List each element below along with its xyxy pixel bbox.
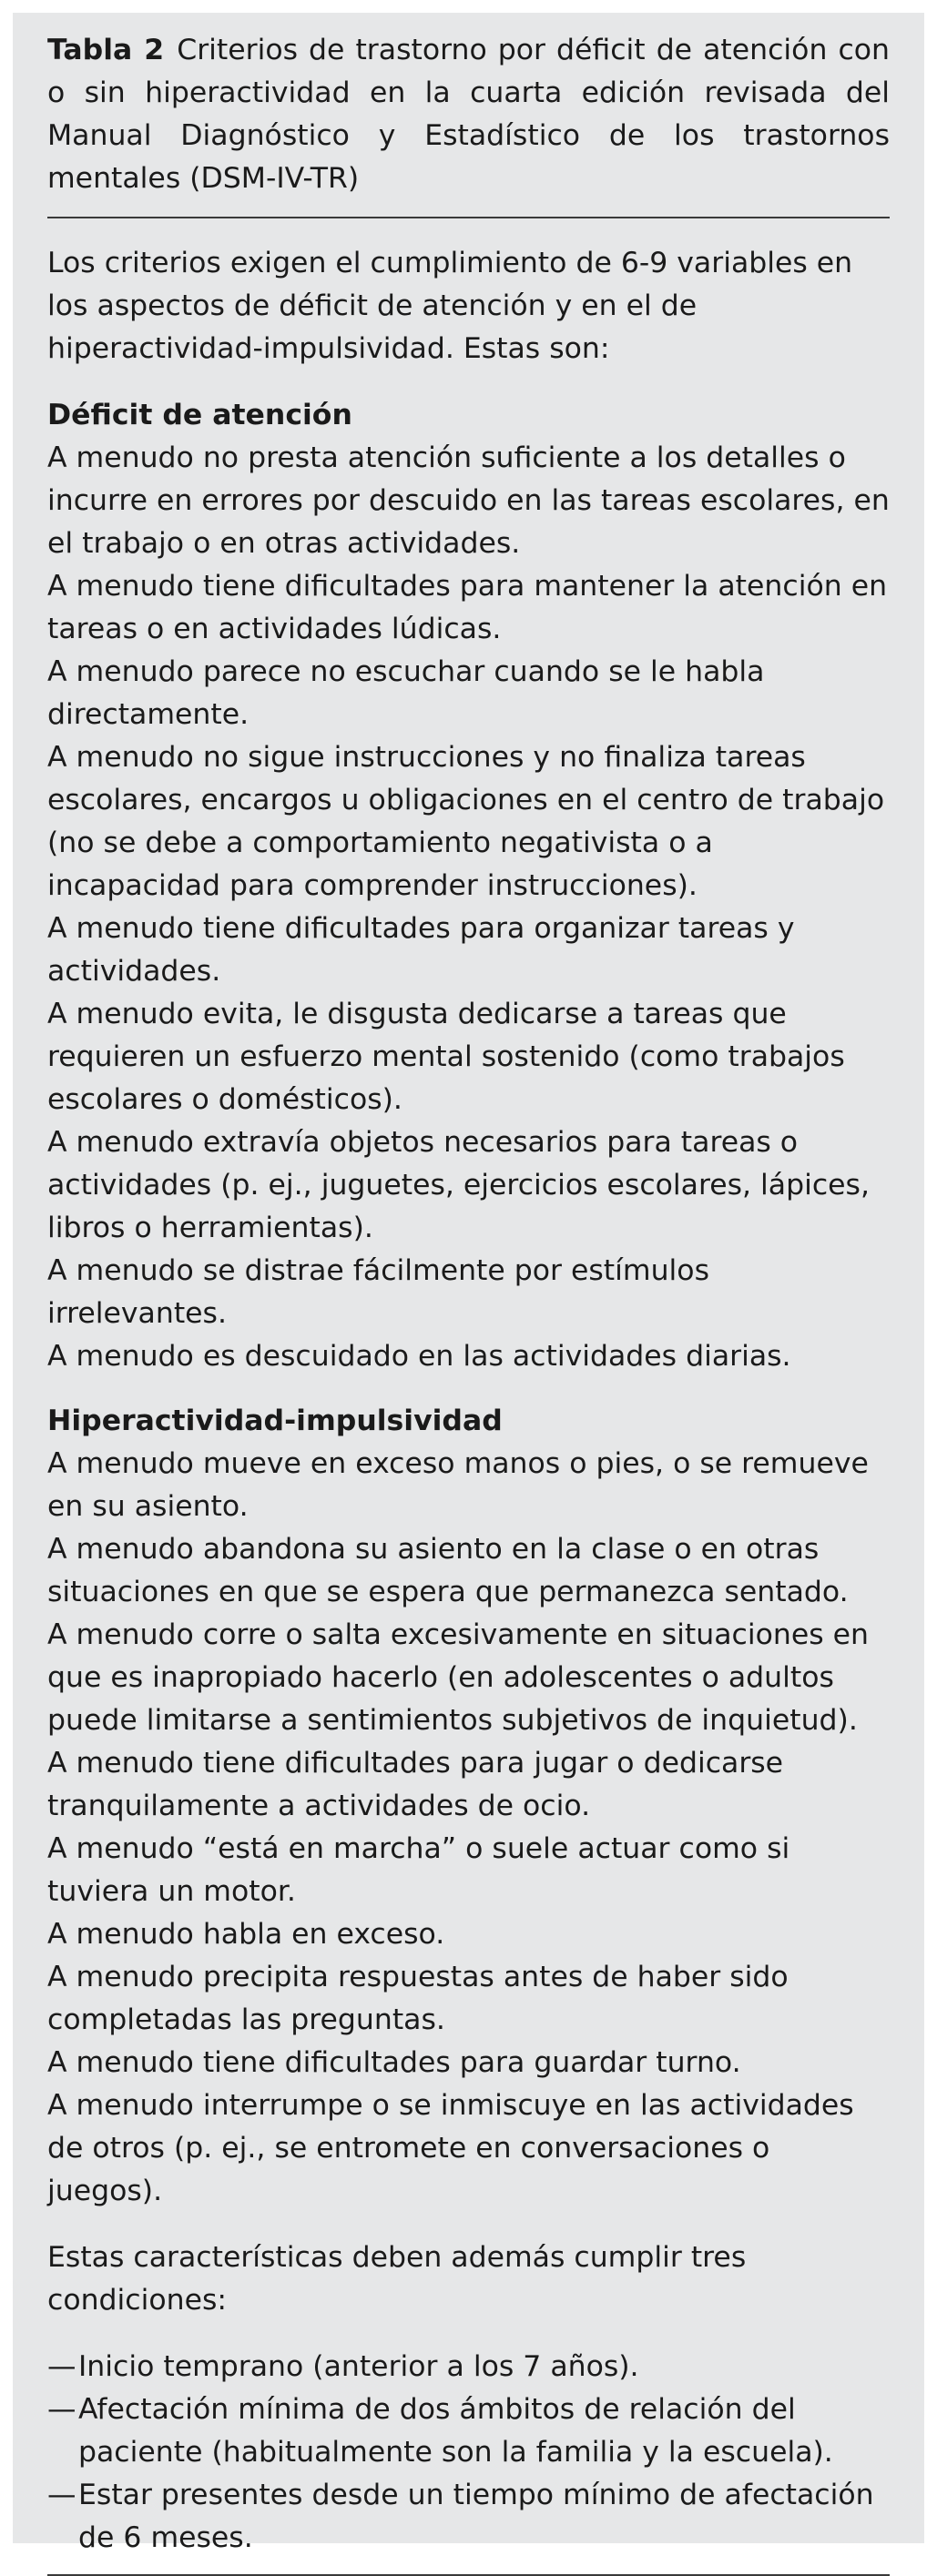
table-caption [47, 29, 890, 200]
criterion-item: A menudo es descuidado en las actividades diarias. [47, 1340, 791, 1373]
hyperactivity-heading: Hiperactividad-impulsividad [47, 1405, 503, 1437]
criterion-item: A menudo “está en marcha” o suele actuar como si tuviera un motor. [47, 1832, 790, 1908]
condition-item [47, 2388, 890, 2474]
criterion-item: A menudo precipita respuestas antes de haber sido completadas las preguntas. [47, 1961, 789, 2036]
criterion-item: A menudo extravía objetos necesarios para tareas o actividades (p. ej., juguetes, ejercicios escolares, lápices, libros o herramientas). [47, 1126, 870, 1244]
criterion-item: A menudo no sigue instrucciones y no finaliza tareas escolares, encargos u obligaciones en el centro de trabajo (no se debe a comportamiento negativista o a incapacidad para comprender instrucciones). [47, 741, 885, 902]
conditions-intro: Estas características deben además cumplir tres condiciones: [47, 2241, 747, 2317]
condition-text: Inicio temprano (anterior a los 7 años). [78, 2350, 639, 2383]
dash-bullet: — [47, 2350, 76, 2383]
table-label: Tabla 2 [47, 34, 165, 66]
criterion-item: A menudo mueve en exceso manos o pies, o se remueve en su asiento. [47, 1447, 869, 1523]
criterion-item: A menudo tiene dificultades para jugar o dedicarse tranquilamente a actividades de ocio. [47, 1747, 784, 1822]
attention-section [47, 394, 890, 1378]
criterion-item: A menudo no presta atención suficiente a los detalles o incurre en errores por descuido en las tareas escolares, en el trabajo o en otras actividades. [47, 441, 890, 560]
condition-text: Afectación mínima de dos ámbitos de relación del paciente (habitualmente son la familia y la escuela). [78, 2393, 833, 2469]
conditions-list [47, 2346, 890, 2560]
criterion-item: A menudo interrumpe o se inmiscuye en las actividades de otros (p. ej., se entromete en conversaciones o juegos). [47, 2089, 854, 2207]
criterion-item: A menudo se distrae fácilmente por estímulos irrelevantes. [47, 1254, 709, 1330]
criterion-item: A menudo habla en exceso. [47, 1918, 445, 1951]
table-box [13, 13, 924, 2554]
dash-bullet: — [47, 2393, 76, 2426]
criterion-item: A menudo tiene dificultades para organizar tareas y actividades. [47, 912, 795, 988]
criterion-item: A menudo abandona su asiento en la clase o en otras situaciones en que se espera que permanezca sentado. [47, 1533, 849, 1608]
criterion-item: A menudo tiene dificultades para mantener la atención en tareas o en actividades lúdicas. [47, 570, 888, 645]
dash-bullet: — [47, 2479, 76, 2511]
hyperactivity-section [47, 1400, 890, 2213]
criterion-item: A menudo corre o salta excesivamente en situaciones en que es inapropiado hacerlo (en adolescentes o adultos puede limitarse a sentimientos subjetivos de inquietud). [47, 1618, 869, 1737]
top-rule [47, 217, 890, 218]
condition-item [47, 2474, 890, 2560]
condition-item [47, 2346, 890, 2388]
intro-paragraph: Los criterios exigen el cumplimiento de 6-9 variables en los aspectos de déficit de atención y en el de hiperactividad-impulsividad. Estas son: [47, 247, 853, 365]
criterion-item: A menudo evita, le disgusta dedicarse a tareas que requieren un esfuerzo mental sostenido (como trabajos escolares o domésticos). [47, 998, 845, 1116]
condition-text: Estar presentes desde un tiempo mínimo de afectación de 6 meses. [78, 2479, 874, 2554]
criterion-item: A menudo tiene dificultades para guardar turno. [47, 2046, 741, 2079]
table-title: Criterios de trastorno por déficit de atención con o sin hiperactividad en la cuarta edición revisada del Manual Diagnóstico y Estadístico de los trastornos mentales (DSM-IV-TR) [47, 34, 890, 195]
attention-heading: Déficit de atención [47, 399, 352, 431]
criterion-item: A menudo parece no escuchar cuando se le habla directamente. [47, 655, 765, 731]
